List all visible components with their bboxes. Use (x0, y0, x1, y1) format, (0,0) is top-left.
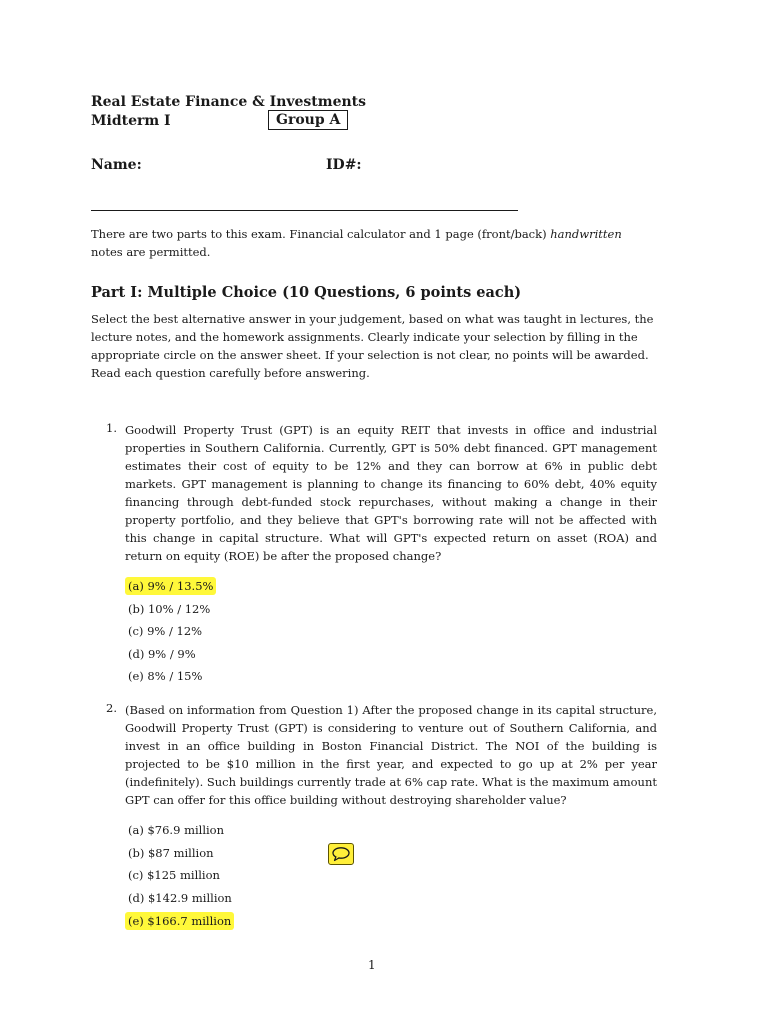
intro-text-end: notes are permitted. (91, 245, 211, 259)
question-1-option-c: (c) 9% / 12% (128, 624, 203, 638)
page-number: 1 (368, 958, 376, 972)
course-title: Real Estate Finance & Investments (91, 94, 367, 110)
question-1-text: Goodwill Property Trust (GPT) is an equity REIT that invests in office and industrial properties in Southern California. Currently, GPT is 50% debt financed. GPT management estimates their cost of equity to be 12% and they can borrow at 6% in public debt markets. GPT management is planning to change its financing to 60% debt, 40% equity financing through debt-funded stock repurchases, without making a change in their property portfolio, and they believe that GPT's borrowing rate will not be affected with this change in capital structure. What will GPT's expected return on asset (ROA) and return on equity (ROE) be after the proposed change? (125, 423, 657, 563)
question-2-option-b: (b) $87 million (128, 846, 214, 860)
question-2-number: 2. (106, 701, 117, 715)
question-1-option-d: (d) 9% / 9% (128, 647, 196, 661)
name-line (91, 210, 518, 211)
name-label: Name: (91, 157, 142, 173)
question-2-option-e: (e) $166.7 million (125, 912, 234, 930)
exam-title: Midterm I (91, 113, 171, 129)
id-label: ID#: (326, 157, 362, 173)
part1-instructions: Select the best alternative answer in your judgement, based on what was taught in lectures, the lecture notes, and the homework assignments. Clearly indicate your selection by filling in the appropriate circle on the answer sheet. If your selection is not clear, no points will be awarded. Read each question carefully before answering. (91, 312, 654, 380)
speech-bubble-icon (331, 846, 351, 862)
question-2-option-c: (c) $125 million (128, 868, 220, 882)
question-2-text: (Based on information from Question 1) After the proposed change in its capital structure, Goodwill Property Trust (GPT) is considering to venture out of Southern California, and invest in an office building in Boston Financial District. The NOI of the building is projected to be $10 million in the first year, and expected to go up at 2% per year (indefinitely). Such buildings currently trade at 6% cap rate. What is the maximum amount GPT can offer for this office building without destroying shareholder value? (125, 703, 657, 807)
question-1-number: 1. (106, 421, 117, 435)
question-2-option-a: (a) $76.9 million (128, 823, 225, 837)
intro-paragraph (91, 225, 657, 261)
intro-text: There are two parts to this exam. Financial calculator and 1 page (front/back) (91, 227, 551, 241)
group-box: Group A (268, 110, 348, 130)
part1-title: Part I: Multiple Choice (10 Questions, 6 points each) (91, 284, 522, 301)
comment-icon[interactable] (328, 843, 354, 865)
question-1-option-e: (e) 8% / 15% (128, 669, 203, 683)
intro-emphasis: handwritten (550, 227, 622, 241)
question-2-option-d: (d) $142.9 million (128, 891, 232, 905)
question-1-option-b: (b) 10% / 12% (128, 602, 211, 616)
question-1-option-a: (a) 9% / 13.5% (125, 577, 216, 595)
